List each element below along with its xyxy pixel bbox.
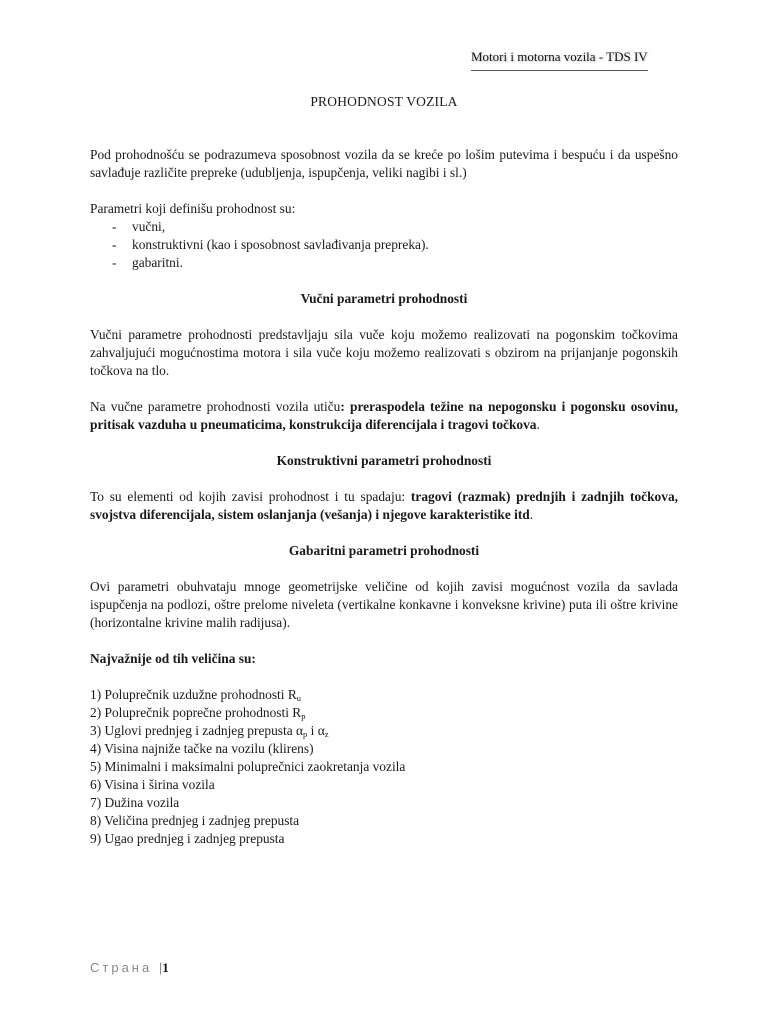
list-item: 8) Veličina prednjeg i zadnjeg prepusta [90,813,300,828]
list-item [90,722,678,740]
running-header: Motori i motorna vozila - TDS IV [471,48,648,71]
subscript: u [296,693,302,703]
traction-factors-lead: Na vučne parametre prohodnosti vozila utiču [90,399,341,414]
list-item: 4) Visina najniže tačke na vozilu (klirens) [90,741,314,756]
footer-separator: | [158,960,163,975]
construction-paragraph [90,488,678,524]
params-list-item: - gabaritni. [90,254,678,272]
construction-bold: tragovi (razmak) prednjih i zadnjih točkova, svojstva diferencijala, sistem oslanjanja (vešanja) i njegove karakteristike itd [90,489,678,522]
list-item-text: 3) Uglovi prednjeg i zadnjeg prepusta α [90,723,304,738]
page-footer [90,959,169,977]
traction-paragraph: Vučni parametre prohodnosti predstavljaju sila vuče koju možemo realizovati na pogonskim točkovima zahvaljujući mogućnostima motora i sila vuče koju možemo realizovati s obzirom na prijanjanje pogonskih točkova na tlo. [90,327,678,378]
traction-factors-paragraph [90,398,678,434]
params-intro: Parametri koji definišu prohodnost su: [90,201,296,216]
page-number: 1 [162,960,169,975]
subscript: p [303,729,308,739]
document-body [90,146,678,848]
list-item [90,704,678,722]
list-item-text: 1) Poluprečnik uzdužne prohodnosti R [90,687,297,702]
construction-lead: To su elementi od kojih zavisi prohodnost i tu spadaju: [90,489,411,504]
list-item-text: i α [307,723,325,738]
traction-factors-bold: : preraspodela težine na nepogonsku i pogonsku osovinu, pritisak vazduha u pneumaticima, konstrukcija diferencijala i tragovi točkova [90,399,678,432]
list-item: 5) Minimalni i maksimalni poluprečnici zaokretanja vozila [90,759,406,774]
list-item-text: 2) Poluprečnik poprečne prohodnosti R [90,705,302,720]
params-list-item: - konstruktivni (kao i sposobnost savlađivanja prepreka). [90,236,678,254]
list-item: 7) Dužina vozila [90,795,180,810]
section-heading-construction: Konstruktivni parametri prohodnosti [276,453,492,468]
page-title: PROHODNOST VOZILA [310,94,458,109]
section-heading-traction: Vučni parametri prohodnosti [300,291,468,306]
subscript: z [324,729,329,739]
list-item: 9) Ugao prednjeg i zadnjeg prepusta [90,831,285,846]
dimension-list [90,686,678,848]
params-list-item: - vučni, [90,218,678,236]
list-item [90,686,678,704]
intro-paragraph: Pod prohodnošću se podrazumeva sposobnost vozila da se kreće po lošim putevima i bespuću i da uspešno savlađuje različite prepreke (udubljenja, ispupčenja, veliki nagibi i sl.) [90,147,678,180]
list-heading: Najvažnije od tih veličina su: [90,651,256,666]
list-item: 6) Visina i širina vozila [90,777,215,792]
section-heading-dimensional: Gabaritni parametri prohodnosti [288,543,480,558]
page-label: Страна [90,960,153,975]
construction-tail: . [529,507,534,522]
params-list [90,218,678,272]
dimensional-paragraph: Ovi parametri obuhvataju mnoge geometrijske veličine od kojih zavisi mogućnost vozila da savlada ispupčenja na podlozi, oštre prelome niveleta (vertikalne konkavne i konveksne krivine) puta ili oštre krivine (horizontalne krivine malih radijusa). [90,579,678,630]
subscript: p [301,711,306,721]
traction-factors-tail: . [536,417,540,432]
